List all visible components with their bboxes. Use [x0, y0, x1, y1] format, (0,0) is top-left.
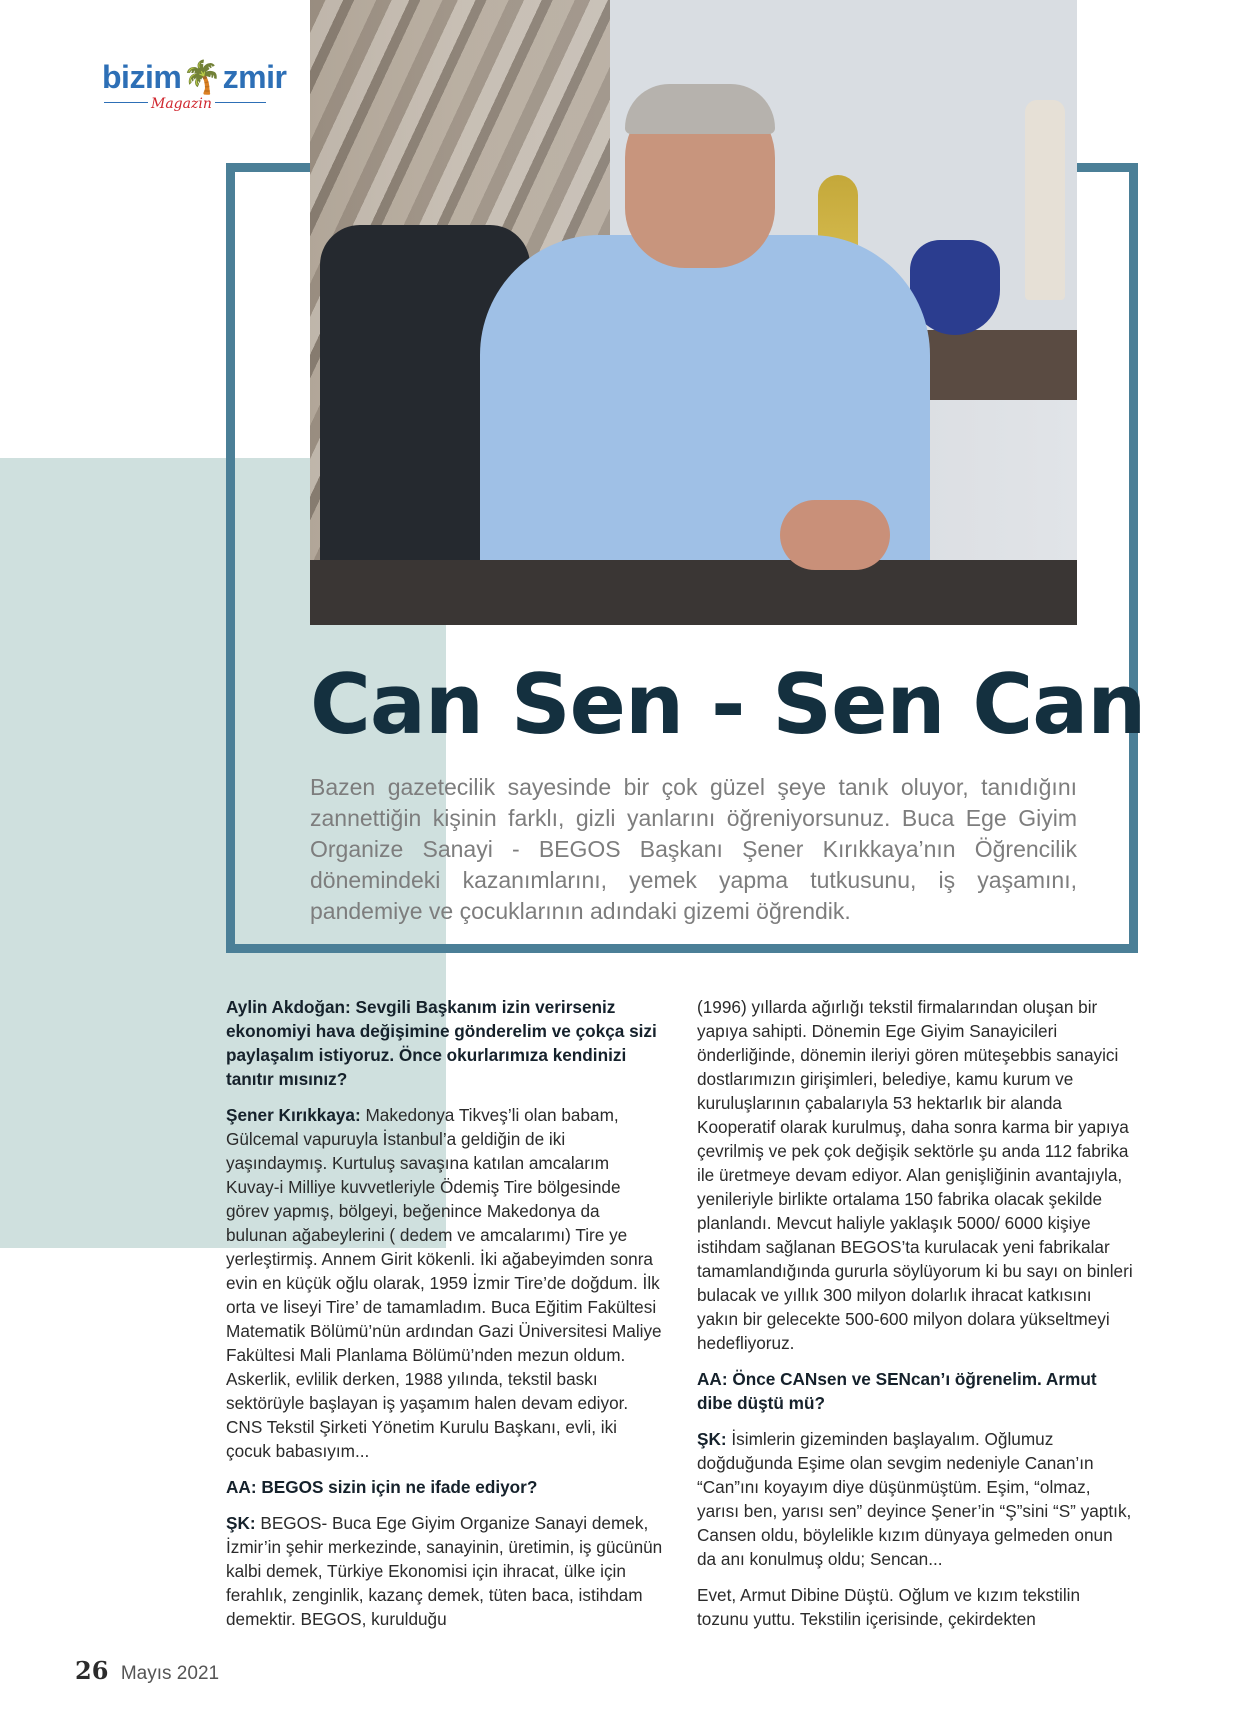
answer-3	[697, 1427, 1134, 1571]
portrait-photo	[310, 0, 1077, 625]
bottle	[1025, 100, 1065, 300]
speaker-label: ŞK:	[697, 1429, 727, 1449]
answer-text: Makedonya Tikveş’li olan babam, Gülcemal vapuruyla İstanbul’a geldiğin de iki yaşındaymış. Kurtuluş savaşına katılan amcalarım Kuvay-i Milliye kuvvetleriyle Ödemiş Tire bölgesinde görev yapmış, bölgeyi, beğenince Makedonya da bulunan ağabeylerini ( dedem ve amcalarımı) Tire ye yerleştirmiş. Annem Girit kökenli. İki ağabeyimden sonra evin en küçük oğlu olarak, 1959 İzmir Tire’de doğdum. İlk orta ve liseyi Tire’ de tamamladım. Buca Eğitim Fakültesi Matematik Bölümü’nün ardından Gazi Üniversitesi Maliye Fakültesi Mali Planlama Bölümü’nden mezun oldum. Askerlik, evlilik derken, 1988 yılında, tekstil baskı sektörüyle başlayan iş yaşamım halen devam ediyor. CNS Tekstil Şirketi Yönetim Kurulu Başkanı, evli, iki çocuk babasıyım...	[226, 1105, 662, 1461]
man-hair	[625, 84, 775, 134]
text-column-right	[697, 995, 1134, 1643]
answer-2	[226, 1511, 663, 1631]
speaker-label: Şener Kırıkkaya:	[226, 1105, 361, 1125]
page-footer	[75, 1656, 219, 1685]
clasped-hands	[780, 500, 890, 570]
text-column-left	[226, 995, 663, 1643]
article-lead: Bazen gazetecilik sayesinde bir çok güzel şeye tanık oluyor, tanıdığını zannettiğin kişinin farklı, gizli yanlarını öğreniyorsunuz. Buca Ege Giyim Organize Sanayi - BEGOS Başkanı Şener Kırıkkaya’nın Öğrencilik dönemindeki kazanımlarını, yemek yapma tutkusunu, iş yaşamını, pandemiye ve çocuklarının adındaki gizemi öğrendik.	[310, 774, 1077, 924]
brand-logo[interactable]	[102, 59, 287, 116]
question-1: Aylin Akdoğan: Sevgili Başkanım izin verirseniz ekonomiyi hava değişimine gönderelim ve çokça sizi paylaşalım istiyoruz. Önce okurlarımıza kendinizi tanıtır mısınız?	[226, 997, 657, 1089]
question-2: AA: BEGOS sizin için ne ifade ediyor?	[226, 1477, 538, 1497]
answer-1	[226, 1103, 663, 1463]
palm-icon: 🌴	[182, 59, 222, 95]
brand-wordmark: bizim🌴zmir	[102, 59, 287, 95]
answer-4: Evet, Armut Dibine Düştü. Oğlum ve kızım tekstilin tozunu yuttu. Tekstilin içerisinde, çekirdekten	[697, 1585, 1081, 1629]
speaker-label: ŞK:	[226, 1513, 256, 1533]
page-number: 26	[75, 1656, 109, 1685]
desk	[310, 560, 1077, 625]
issue-date: Mayıs 2021	[120, 1663, 220, 1684]
answer-text: BEGOS- Buca Ege Giyim Organize Sanayi demek, İzmir’in şehir merkezinde, sanayinin, üretimin, iş gücünün kalbi demek, Türkiye Ekonomisi için ihracat, ülke için ferahlık, zenginlik, kazanç demek, tüten baca, istihdam demektir. BEGOS, kurulduğu	[226, 1513, 663, 1629]
brand-subtitle: Magazin	[148, 96, 215, 112]
question-3: AA: Önce CANsen ve SENcan’ı öğrenelim. Armut dibe düştü mü?	[697, 1369, 1097, 1413]
answer-text: İsimlerin gizeminden başlayalım. Oğlumuz doğduğunda Eşime olan sevgim nedeniyle Canan’ın “Can”ını koyayım diye düşünmüştüm. Eşim, “olmaz, yarısı ben, yarısı sen” deyince Şener’in “Ş”sini “S” yaptık, Cansen oldu, böylelikle kızım dünyaya gelmeden onun da anı konulmuş oldu; Sencan...	[697, 1429, 1132, 1569]
article-title: Can Sen - Sen Can	[310, 656, 1146, 753]
answer-2-continued: (1996) yıllarda ağırlığı tekstil firmalarından oluşan bir yapıya sahipti. Dönemin Ege Giyim Sanayicileri önderliğinde, dönemin ileriyi gören müteşebbis sanayici dostlarımızın girişimleri, belediye, kamu kurum ve kuruluşlarının çabalarıyla 53 hektarlık bir alanda Kooperatif olarak kurulmuş, daha sonra karma bir yapıya çevrilmiş ve pek çok değişik sektörle şu anda 112 fabrika ile üretmeye devam ediyor. Alan genişliğinin avantajıyla, yenileriyle birlikte ortalama 150 fabrika olacak şekilde planlandı. Mevcut haliyle yaklaşık 5000/ 6000 kişiye istihdam sağlanan BEGOS’ta kurulacak yeni fabrikalar tamamlandığında gururla söylüyorum ki bu sayı on binleri bulacak ve yıllık 300 milyon dolarlık ihracat katkısını yakın bir gelecekte 500-600 milyon dolara yükseltmeyi hedefliyoruz.	[697, 997, 1133, 1353]
